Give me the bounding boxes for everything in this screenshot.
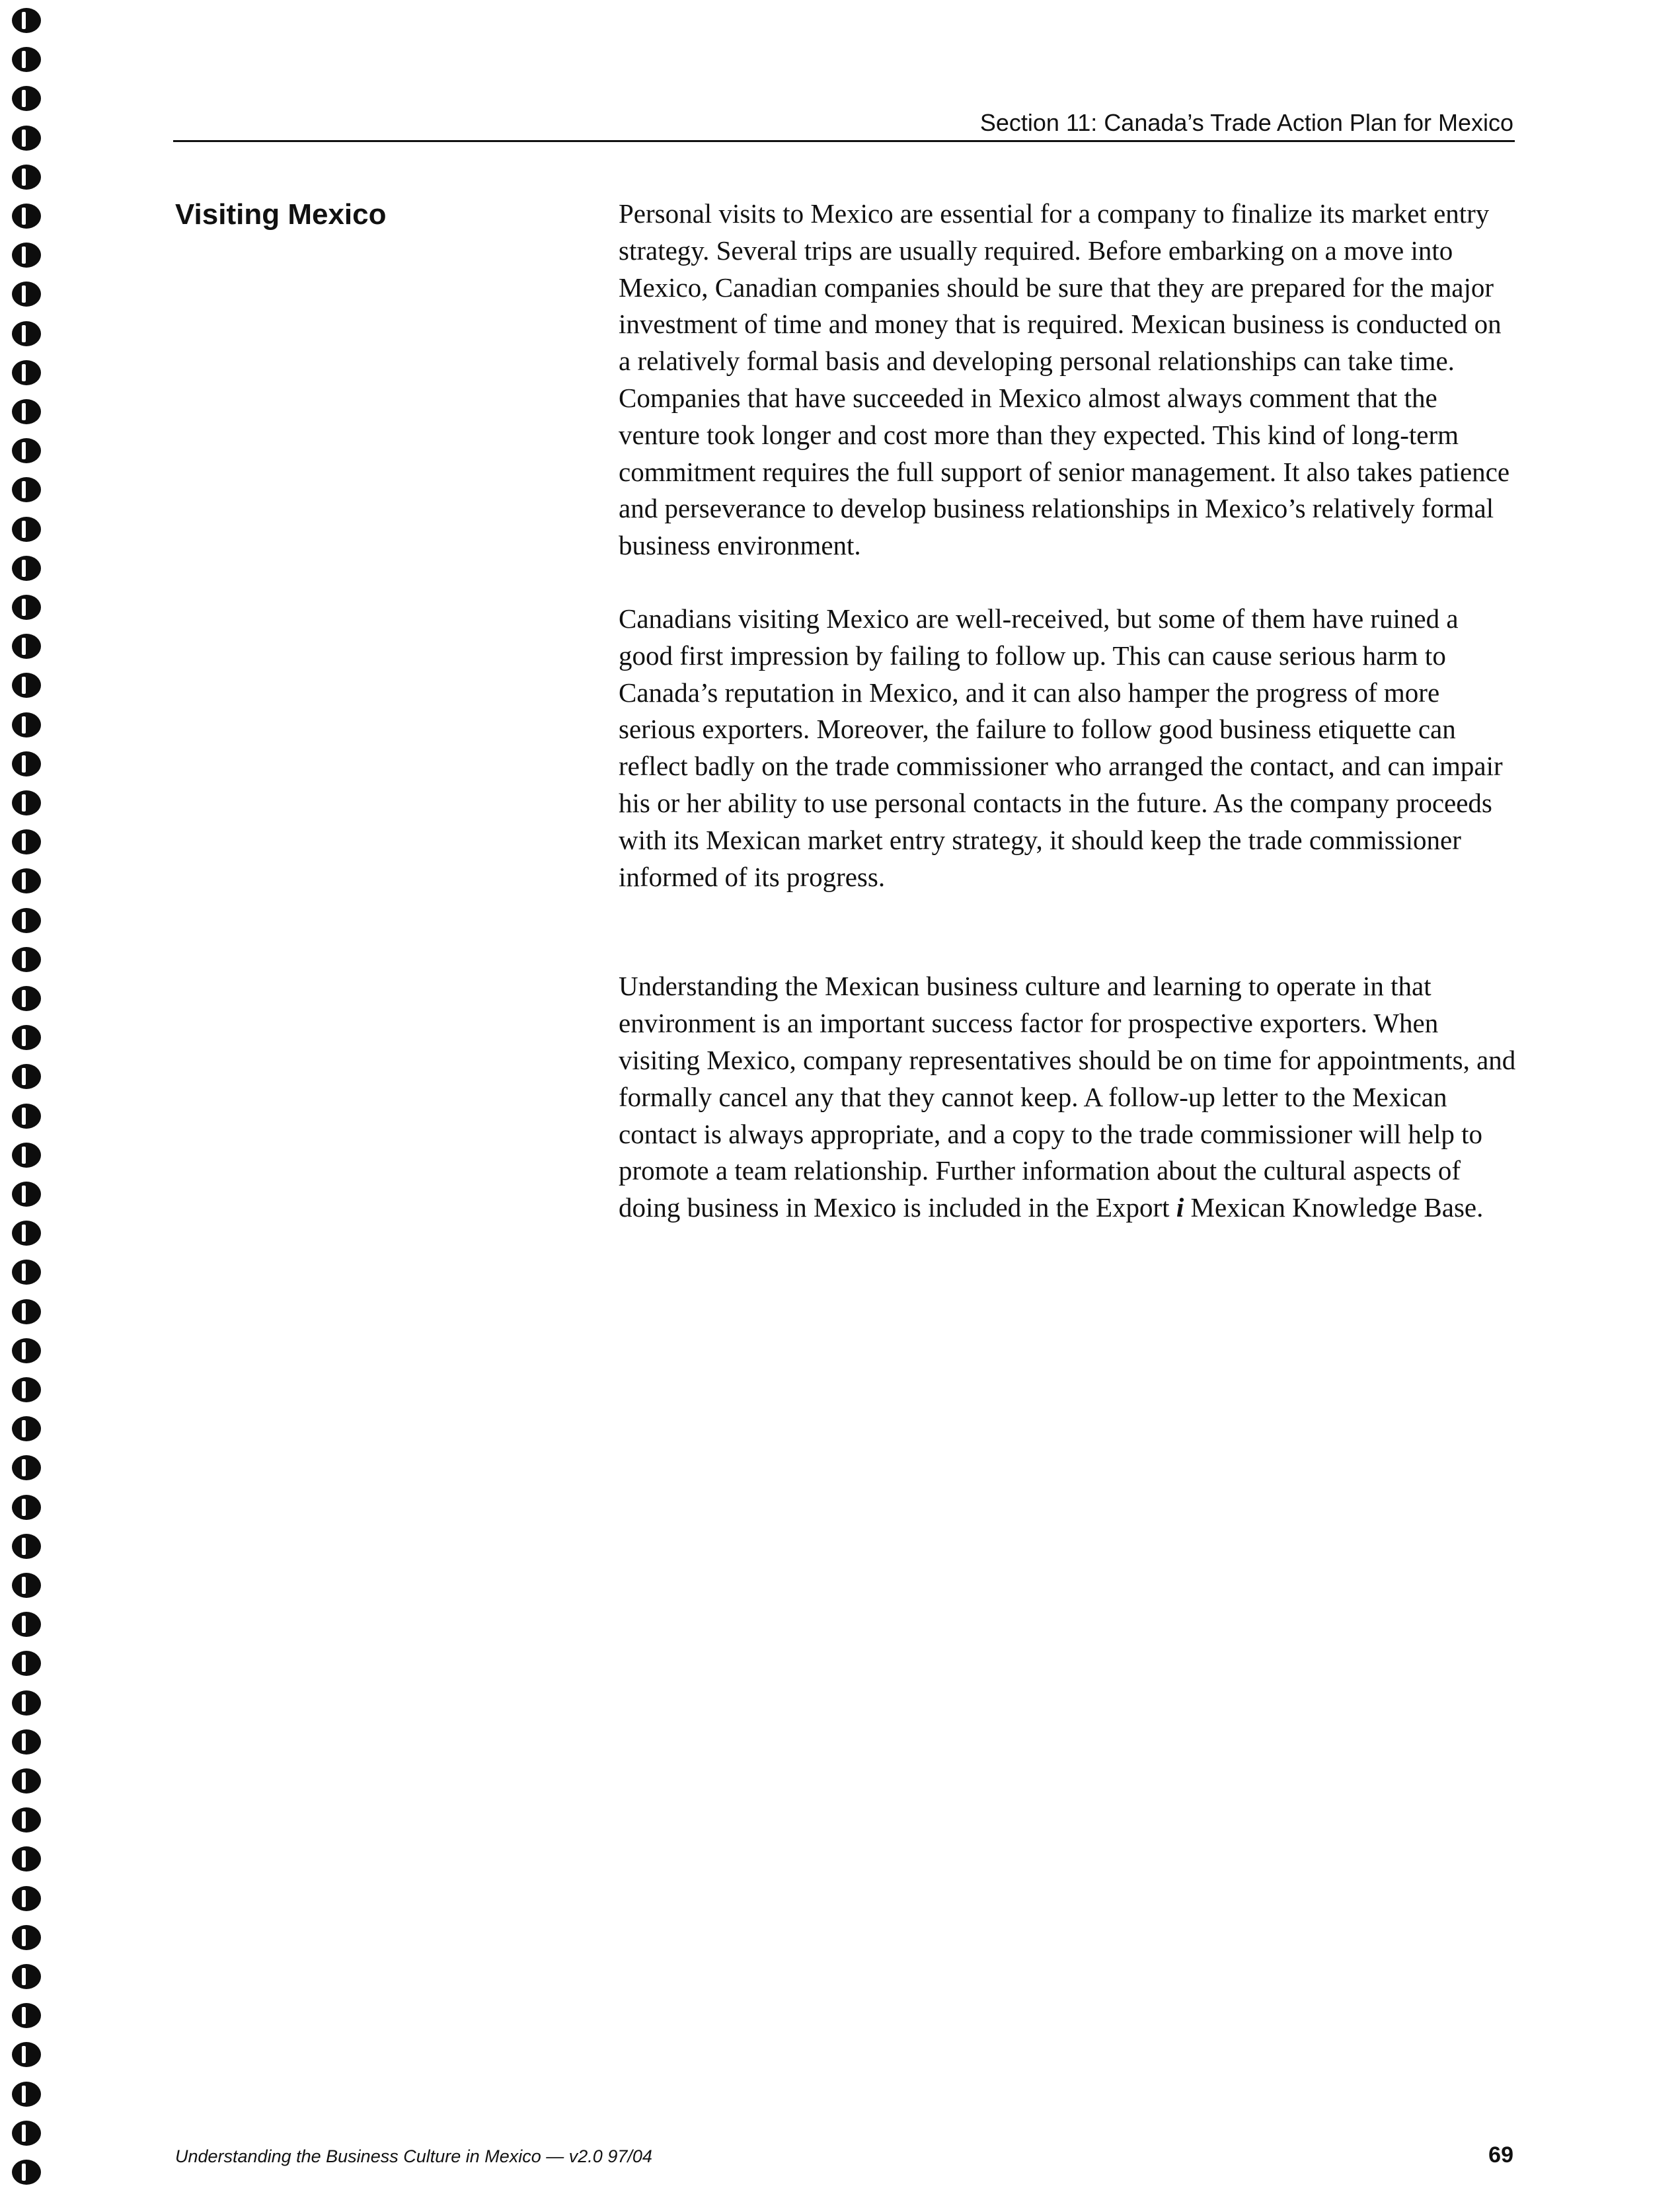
header-rule	[173, 140, 1515, 142]
spiral-binding-hole-icon	[12, 2082, 41, 2107]
spiral-binding-hole-icon	[12, 1221, 41, 1246]
spiral-binding-hole-icon	[12, 595, 41, 620]
section-heading: Visiting Mexico	[175, 198, 387, 231]
page-number: 69	[1488, 2142, 1513, 2168]
spiral-binding-hole-icon	[12, 8, 41, 33]
spiral-binding-hole-icon	[12, 556, 41, 581]
spiral-binding-hole-icon	[12, 243, 41, 268]
spiral-binding-hole-icon	[12, 1260, 41, 1285]
spiral-binding-hole-icon	[12, 1025, 41, 1050]
paragraph-3-text-start: Understanding the Mexican business culture and learning to operate in that environment is an important success factor for prospective exporters. When visiting Mexico, company representatives should be on time for appointments, and formally cancel any that they cannot keep. A follow-up letter to the Mexican contact is always appropriate, and a copy to the trade commissioner will help to promote a team relationship. Further information about the cultural aspects of doing business in Mexico is included in the Export	[619, 971, 1516, 1223]
spiral-binding-hole-icon	[12, 477, 41, 502]
spiral-binding	[7, 0, 45, 2192]
running-header: Section 11: Canada’s Trade Action Plan for Mexico	[979, 109, 1513, 136]
paragraph-3-text-end: Mexican Knowledge Base.	[1184, 1192, 1484, 1223]
export-i-brand-mark: i	[1176, 1192, 1184, 1223]
spiral-binding-hole-icon	[12, 1964, 41, 1989]
spiral-binding-hole-icon	[12, 2121, 41, 2146]
spiral-binding-hole-icon	[12, 1182, 41, 1207]
spiral-binding-hole-icon	[12, 1534, 41, 1559]
spiral-binding-hole-icon	[12, 2042, 41, 2067]
spiral-binding-hole-icon	[12, 2003, 41, 2028]
spiral-binding-hole-icon	[12, 1846, 41, 1871]
paragraph-3	[619, 968, 1517, 1227]
spiral-binding-hole-icon	[12, 1651, 41, 1676]
spiral-binding-hole-icon	[12, 1299, 41, 1324]
spiral-binding-hole-icon	[12, 1768, 41, 1794]
spiral-binding-hole-icon	[12, 399, 41, 424]
spiral-binding-hole-icon	[12, 1338, 41, 1363]
spiral-binding-hole-icon	[12, 986, 41, 1011]
spiral-binding-hole-icon	[12, 751, 41, 776]
spiral-binding-hole-icon	[12, 1377, 41, 1402]
spiral-binding-hole-icon	[12, 947, 41, 972]
body-text	[619, 196, 1517, 1227]
spiral-binding-hole-icon	[12, 204, 41, 229]
paragraph-1: Personal visits to Mexico are essential for a company to finalize its market entry strategy. Several trips are usually required. Before embarking on a move into Mexico, Canadian companies should be sure that they are prepared for the major investment of time and money that is required. Mexican business is conducted on a relatively formal basis and developing personal relationships can take time. Companies that have succeeded in Mexico almost always comment that the venture took longer and cost more than they expected. This kind of long-term commitment requires the full support of senior management. It also takes patience and perseverance to develop business relationships in Mexico’s relatively formal business environment.	[619, 198, 1510, 561]
spiral-binding-hole-icon	[12, 1495, 41, 1520]
spiral-binding-hole-icon	[12, 1612, 41, 1637]
spiral-binding-hole-icon	[12, 1064, 41, 1089]
spiral-binding-hole-icon	[12, 1807, 41, 1833]
spiral-binding-hole-icon	[12, 1573, 41, 1598]
spiral-binding-hole-icon	[12, 360, 41, 385]
spiral-binding-hole-icon	[12, 1416, 41, 1441]
spiral-binding-hole-icon	[12, 165, 41, 190]
spiral-binding-hole-icon	[12, 86, 41, 111]
spiral-binding-hole-icon	[12, 790, 41, 815]
spiral-binding-hole-icon	[12, 908, 41, 933]
spiral-binding-hole-icon	[12, 1104, 41, 1129]
spiral-binding-hole-icon	[12, 282, 41, 307]
spiral-binding-hole-icon	[12, 1886, 41, 1911]
spiral-binding-hole-icon	[12, 712, 41, 737]
spiral-binding-hole-icon	[12, 47, 41, 72]
paragraph-2: Canadians visiting Mexico are well-received, but some of them have ruined a good first impression by failing to follow up. This can cause serious harm to Canada’s reputation in Mexico, and it can also hamper the progress of more serious exporters. Moreover, the failure to follow good business etiquette can reflect badly on the trade commissioner who arranged the contact, and can impair his or her ability to use personal contacts in the future. As the company proceeds with its Mexican market entry strategy, it should keep the trade commissioner informed of its progress.	[619, 603, 1503, 892]
spiral-binding-hole-icon	[12, 634, 41, 659]
spiral-binding-hole-icon	[12, 868, 41, 893]
spiral-binding-hole-icon	[12, 438, 41, 463]
footer-document-title: Understanding the Business Culture in Mexico — v2.0 97/04	[175, 2146, 652, 2166]
spiral-binding-hole-icon	[12, 1455, 41, 1480]
spiral-binding-hole-icon	[12, 1143, 41, 1168]
spiral-binding-hole-icon	[12, 1690, 41, 1716]
spiral-binding-hole-icon	[12, 2160, 41, 2185]
spiral-binding-hole-icon	[12, 321, 41, 346]
spiral-binding-hole-icon	[12, 829, 41, 854]
spiral-binding-hole-icon	[12, 673, 41, 698]
spiral-binding-hole-icon	[12, 1925, 41, 1950]
spiral-binding-hole-icon	[12, 1729, 41, 1755]
spiral-binding-hole-icon	[12, 517, 41, 542]
